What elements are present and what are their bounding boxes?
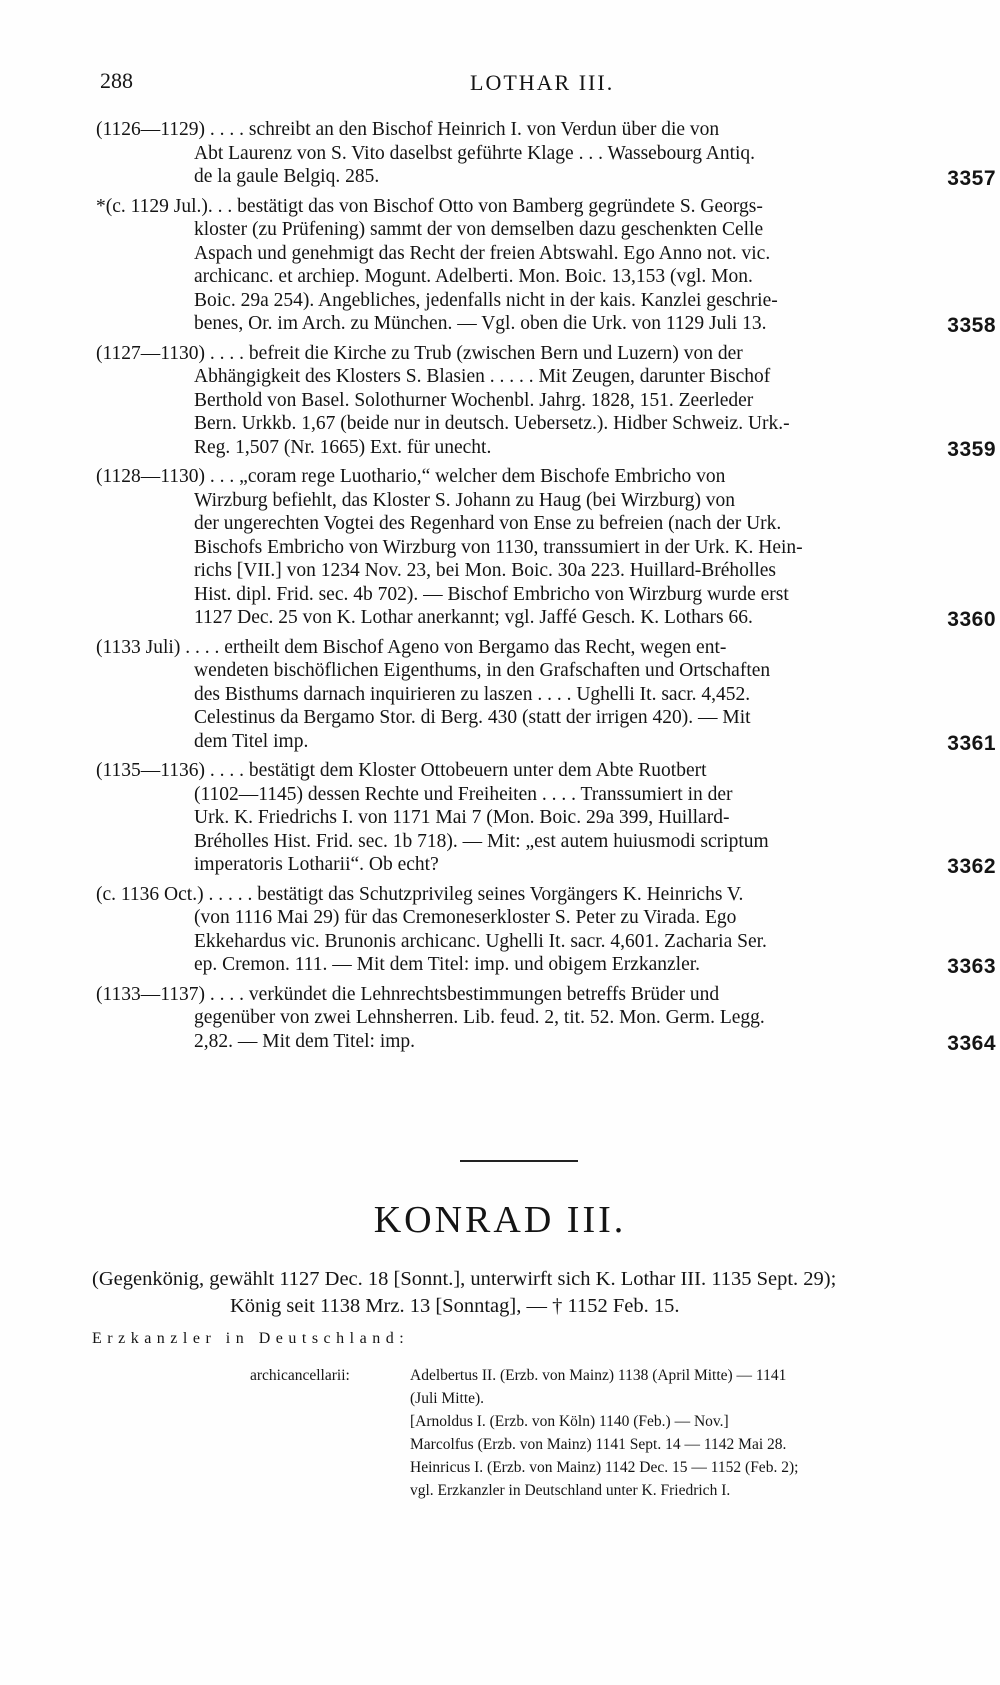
chancellor-list — [250, 1364, 970, 1502]
chancellor-row: (Juli Mitte). — [410, 1390, 485, 1407]
entry-line: archicanc. et archiep. Mogunt. Adelberti. Mon. Boic. 13,153 (vgl. Mon. — [194, 266, 753, 287]
entry-line: 1127 Dec. 25 von K. Lothar anerkannt; vgl. Jaffé Gesch. K. Lothars 66. — [194, 607, 753, 628]
entry-line: 2,82. — Mit dem Titel: imp. — [194, 1030, 416, 1052]
regest-entry — [96, 465, 1000, 630]
regest-entry — [96, 636, 1000, 754]
entry-line: Aspach und genehmigt das Recht der freien Abtswahl. Ego Anno not. vic. — [194, 242, 771, 264]
section-subtitle — [92, 1266, 952, 1320]
regest-number: 3360 — [947, 608, 996, 631]
chancellor-entry: Adelbertus II. (Erzb. von Mainz) 1138 (April Mitte) — 1141 — [410, 1367, 787, 1384]
entry-line: Celestinus da Bergamo Stor. di Berg. 430 (statt der irrigen 420). — Mit — [194, 707, 751, 728]
entry-line: Ekkehardus vic. Brunonis archicanc. Ughelli It. sacr. 4,601. Zacharia Ser. — [194, 930, 767, 952]
regest-number: 3363 — [947, 955, 996, 978]
regesta-entries — [96, 118, 1000, 1059]
entry-line: (1133 Juli) . . . . ertheilt dem Bischof Ageno von Bergamo das Recht, wegen ent- — [96, 636, 727, 658]
regest-number: 3358 — [947, 314, 996, 337]
running-title: LOTHAR III. — [470, 70, 615, 95]
chancellor-row: Heinricus I. (Erzb. von Mainz) 1142 Dec. 15 — 1152 (Feb. 2); — [410, 1459, 799, 1476]
regest-entry — [96, 883, 1000, 977]
entry-line: (1127—1130) . . . . befreit die Kirche zu Trub (zwischen Bern und Luzern) von der — [96, 342, 743, 364]
chancellor-row: Marcolfus (Erzb. von Mainz) 1141 Sept. 14 — 1142 Mai 28. — [410, 1436, 787, 1453]
entry-line: (1133—1137) . . . . verkündet die Lehnrechtsbestimmungen betreffs Brüder und — [96, 983, 720, 1005]
entry-line: (1102—1145) dessen Rechte und Freiheiten . . . . Transsumiert in der — [194, 783, 733, 805]
entry-line: Wirzburg befiehlt, das Kloster S. Johann zu Haug (bei Wirzburg) von — [194, 489, 736, 511]
section-divider — [460, 1160, 578, 1162]
entry-line: (1126—1129) . . . . schreibt an den Bischof Heinrich I. von Verdun über die von — [96, 119, 720, 140]
entry-line: imperatoris Lotharii“. Ob echt? — [194, 854, 439, 875]
entry-line: Berthold von Basel. Solothurner Wochenbl. Jahrg. 1828, 151. Zeerleder — [194, 389, 754, 411]
entry-line: (1128—1130) . . . „coram rege Luothario,“ welcher dem Bischofe Embricho von — [96, 466, 726, 487]
subtitle-line: König seit 1138 Mrz. 13 [Sonntag], — † 1152 Feb. 15. — [230, 1295, 680, 1317]
page-number: 288 — [100, 68, 133, 93]
section-title: KONRAD III. — [373, 1199, 627, 1241]
entry-line: Boic. 29a 254). Angebliches, jedenfalls nicht in der kais. Kanzlei geschrie- — [194, 289, 778, 311]
regest-entry — [96, 342, 1000, 460]
entry-line: de la gaule Belgiq. 285. — [194, 166, 380, 187]
entry-line: ep. Cremon. 111. — Mit dem Titel: imp. und obigem Erzkanzler. — [194, 954, 701, 975]
entry-line: Abhängigkeit des Klosters S. Blasien . . . . . Mit Zeugen, darunter Bischof — [194, 366, 771, 387]
entry-line: wendeten bischöflichen Eigenthums, in den Grafschaften und Ortschaften — [194, 660, 771, 681]
entry-line: der ungerechten Vogtei des Regenhard von Ense zu befreien (nach der Urk. — [194, 513, 782, 534]
archicancellarii-label: archicancellarii: — [250, 1367, 350, 1384]
entry-line: Bréholles Hist. Frid. sec. 1b 718). — Mit: „est autem huiusmodi scriptum — [194, 830, 769, 852]
regest-entry — [96, 759, 1000, 877]
regest-entry — [96, 983, 1000, 1054]
entry-line: Urk. K. Friedrichs I. von 1171 Mai 7 (Mon. Boic. 29a 399, Huillard- — [194, 807, 730, 828]
subtitle-line: (Gegenkönig, gewählt 1127 Dec. 18 [Sonnt.], unterwirft sich K. Lothar III. 1135 Sept. 29); — [92, 1268, 837, 1290]
entry-line: Bischofs Embricho von Wirzburg von 1130, transsumiert in der Urk. K. Hein- — [194, 536, 803, 558]
entry-line: dem Titel imp. — [194, 730, 309, 752]
regest-entry — [96, 118, 1000, 189]
entry-line: richs [VII.] von 1234 Nov. 23, bei Mon. Boic. 30a 223. Huillard-Bréholles — [194, 560, 777, 581]
entry-line: (c. 1136 Oct.) . . . . . bestätigt das Schutzprivileg seines Vorgängers K. Heinrichs V. — [96, 883, 744, 905]
entry-line: Bern. Urkkb. 1,67 (beide nur in deutsch. Uebersetz.). Hidber Schweiz. Urk.- — [194, 413, 790, 434]
entry-line: kloster (zu Prüfening) sammt der von demselben dazu geschenkten Celle — [194, 219, 764, 240]
chancellor-row: vgl. Erzkanzler in Deutschland unter K. Friedrich I. — [410, 1482, 731, 1499]
erzkanzler-heading: Erzkanzler in Deutschland: — [92, 1330, 410, 1347]
entry-line: (von 1116 Mai 29) für das Cremoneserkloster S. Peter zu Virada. Ego — [194, 907, 737, 928]
regest-number: 3364 — [947, 1031, 996, 1055]
regest-number: 3361 — [947, 731, 996, 755]
entry-line: des Bisthums darnach inquirieren zu laszen . . . . Ughelli It. sacr. 4,452. — [194, 683, 751, 705]
regest-number: 3357 — [947, 167, 996, 190]
regest-number: 3359 — [947, 437, 996, 461]
regest-entry — [96, 195, 1000, 336]
entry-line: *(c. 1129 Jul.). . . bestätigt das von Bischof Otto von Bamberg gegründete S. Georgs- — [96, 195, 763, 217]
regest-number: 3362 — [947, 855, 996, 878]
entry-line: Reg. 1,507 (Nr. 1665) Ext. für unecht. — [194, 436, 492, 458]
entry-line: (1135—1136) . . . . bestätigt dem Kloster Ottobeuern unter dem Abte Ruotbert — [96, 760, 707, 781]
entry-line: Abt Laurenz von S. Vito daselbst geführte Klage . . . Wassebourg Antiq. — [194, 142, 756, 164]
entry-line: gegenüber von zwei Lehnsherren. Lib. feud. 2, tit. 52. Mon. Germ. Legg. — [194, 1007, 765, 1028]
chancellor-row — [250, 1364, 970, 1387]
entry-line: Hist. dipl. Frid. sec. 4b 702). — Bischof Embricho von Wirzburg wurde erst — [194, 583, 789, 605]
entry-line: benes, Or. im Arch. zu München. — Vgl. oben die Urk. von 1129 Juli 13. — [194, 313, 767, 334]
running-head — [100, 68, 920, 108]
chancellor-row: [Arnoldus I. (Erzb. von Köln) 1140 (Feb.) — Nov.] — [410, 1413, 729, 1430]
